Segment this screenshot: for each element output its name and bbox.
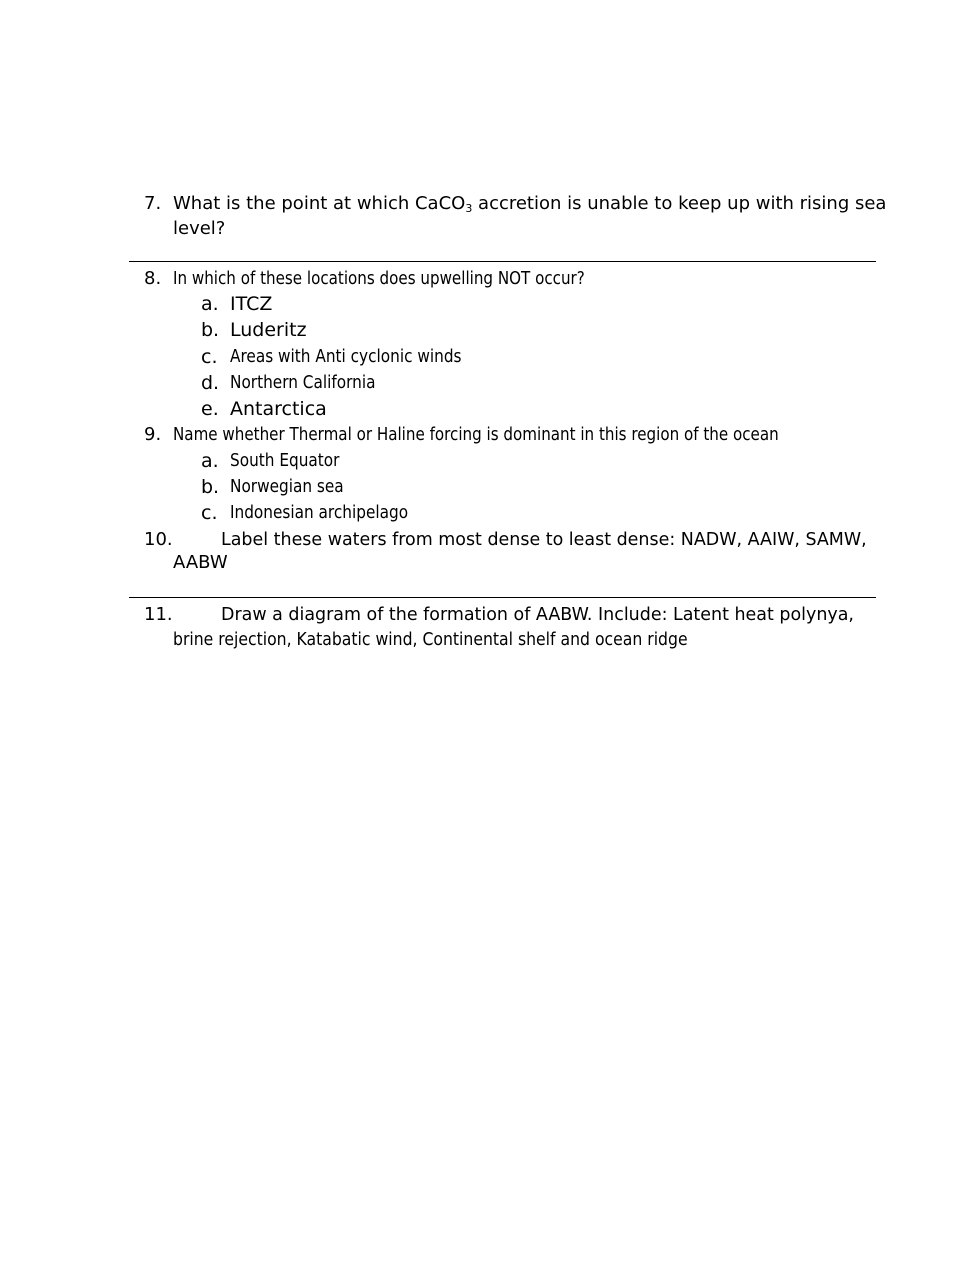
q9-text: Name whether Thermal or Haline forcing is dominant in this region of the ocean: [173, 424, 779, 445]
q8-option-c: Areas with Anti cyclonic winds: [230, 346, 462, 367]
q7-text: [173, 195, 886, 213]
q9-option-b-letter: b.: [201, 476, 220, 498]
q8-number: 8.: [144, 268, 162, 289]
q7-subscript: 3: [465, 202, 473, 215]
q8-text: In which of these locations does upwelling NOT occur?: [173, 268, 585, 289]
q8-option-d-letter: d.: [201, 372, 220, 394]
q10-text-line1: Label these waters from most dense to least dense: NADW, AAIW, SAMW,: [221, 529, 867, 550]
q9-option-c-letter: c.: [201, 502, 218, 524]
answer-line-q7: [129, 261, 876, 262]
q8-option-e: Antarctica: [230, 398, 327, 420]
q9-option-a: South Equator: [230, 450, 340, 471]
q9-option-b: Norwegian sea: [230, 476, 344, 497]
q11-text-line1: Draw a diagram of the formation of AABW. Include: Latent heat polynya,: [221, 604, 854, 625]
q7-text-line2: level?: [173, 218, 226, 239]
q7-text-before: What is the point at which CaCO: [173, 193, 466, 214]
q7-number: 7.: [144, 193, 162, 214]
q9-option-c: Indonesian archipelago: [230, 502, 409, 523]
answer-line-q10: [129, 597, 876, 598]
q8-option-c-letter: c.: [201, 346, 218, 368]
q11-number: 11.: [144, 604, 173, 625]
q8-option-e-letter: e.: [201, 398, 219, 420]
q8-option-a: ITCZ: [230, 293, 273, 315]
q10-number: 10.: [144, 529, 173, 550]
q8-option-a-letter: a.: [201, 293, 219, 315]
q8-option-b: Luderitz: [230, 319, 307, 341]
q10-text-line2: AABW: [173, 552, 228, 573]
q8-option-b-letter: b.: [201, 319, 220, 341]
q9-number: 9.: [144, 424, 162, 445]
q7-text-after: accretion is unable to keep up with rising sea: [472, 193, 887, 214]
q9-option-a-letter: a.: [201, 450, 219, 472]
q8-option-d: Northern California: [230, 372, 376, 393]
q11-text-line2: brine rejection, Katabatic wind, Continental shelf and ocean ridge: [173, 629, 688, 650]
